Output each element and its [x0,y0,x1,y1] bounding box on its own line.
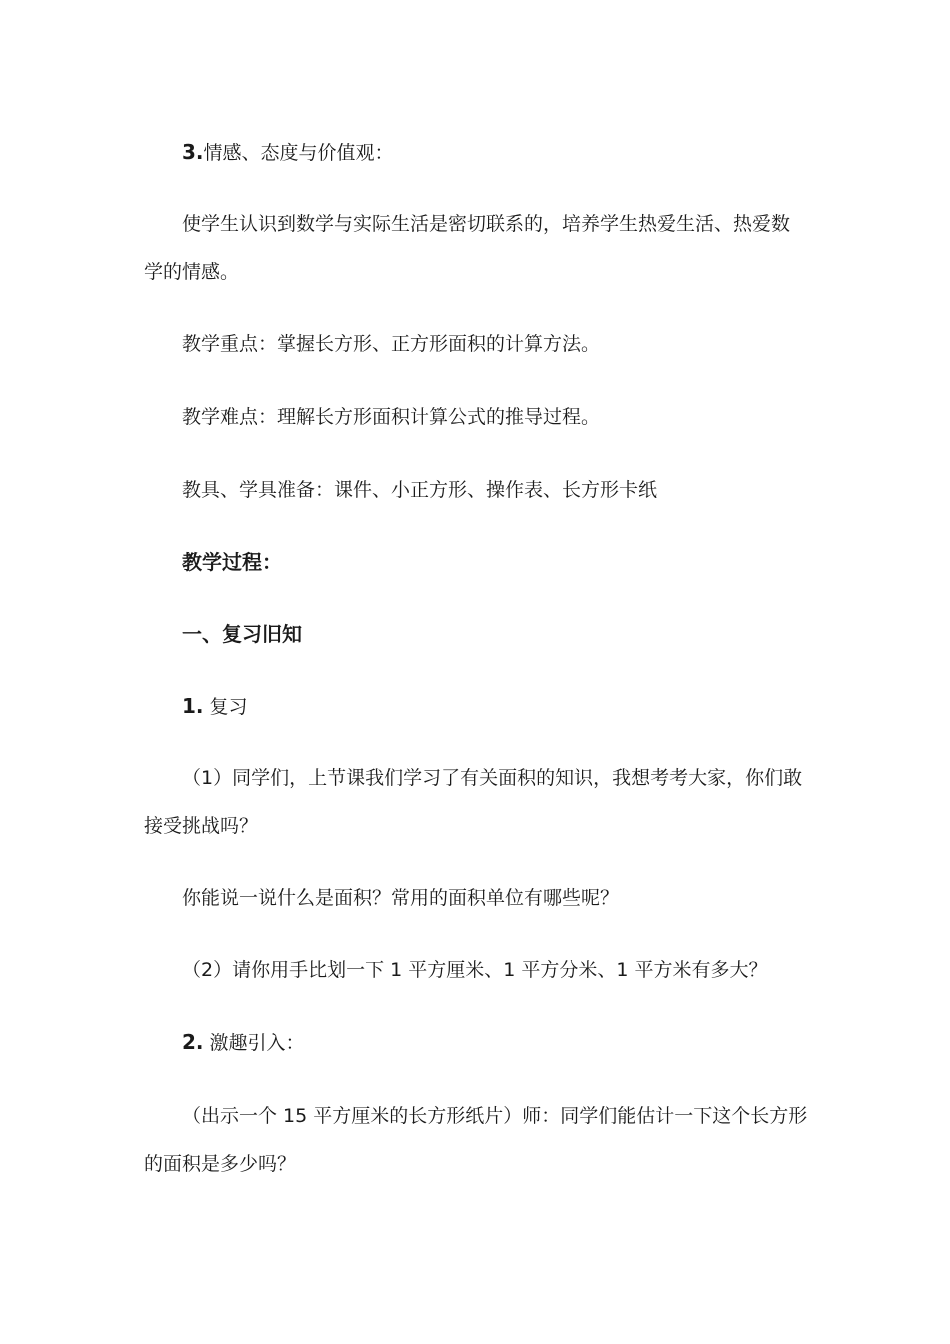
process-heading: 教学过程： [182,550,282,574]
key-point: 教学重点：掌握长方形、正方形面积的计算方法。 [182,333,601,355]
item2-number: 2. [182,1030,204,1054]
section3-heading [182,140,394,165]
part1-heading: 一、复习旧知 [182,622,302,646]
materials: 教具、学具准备：课件、小正方形、操作表、长方形卡纸 [182,479,658,501]
goal-text-line2: 学的情感。 [144,261,240,283]
item2-title: 激趣引入： [203,1032,305,1054]
q1-follow: 你能说一说什么是面积？常用的面积单位有哪些呢？ [182,887,620,909]
q2: （2）请你用手比划一下 1 平方厘米、1 平方分米、1 平方米有多大？ [182,959,768,981]
intro-line1: （出示一个 15 平方厘米的长方形纸片）师：同学们能估计一下这个长方形 [182,1105,808,1127]
section3-number: 3. [182,140,204,164]
item1-heading [182,694,248,719]
q1-line1: （1）同学们，上节课我们学习了有关面积的知识，我想考考大家，你们敢 [182,767,803,789]
intro-line2: 的面积是多少吗？ [144,1153,297,1175]
goal-text-line1: 使学生认识到数学与实际生活是密切联系的，培养学生热爱生活、热爱数 [182,213,791,235]
q1-line2: 接受挑战吗？ [144,815,259,837]
item2-heading [182,1030,305,1055]
difficulty: 教学难点：理解长方形面积计算公式的推导过程。 [182,406,601,428]
section3-title: 情感、态度与价值观： [203,142,394,164]
item1-title: 复习 [203,696,248,718]
item1-number: 1. [182,694,204,718]
